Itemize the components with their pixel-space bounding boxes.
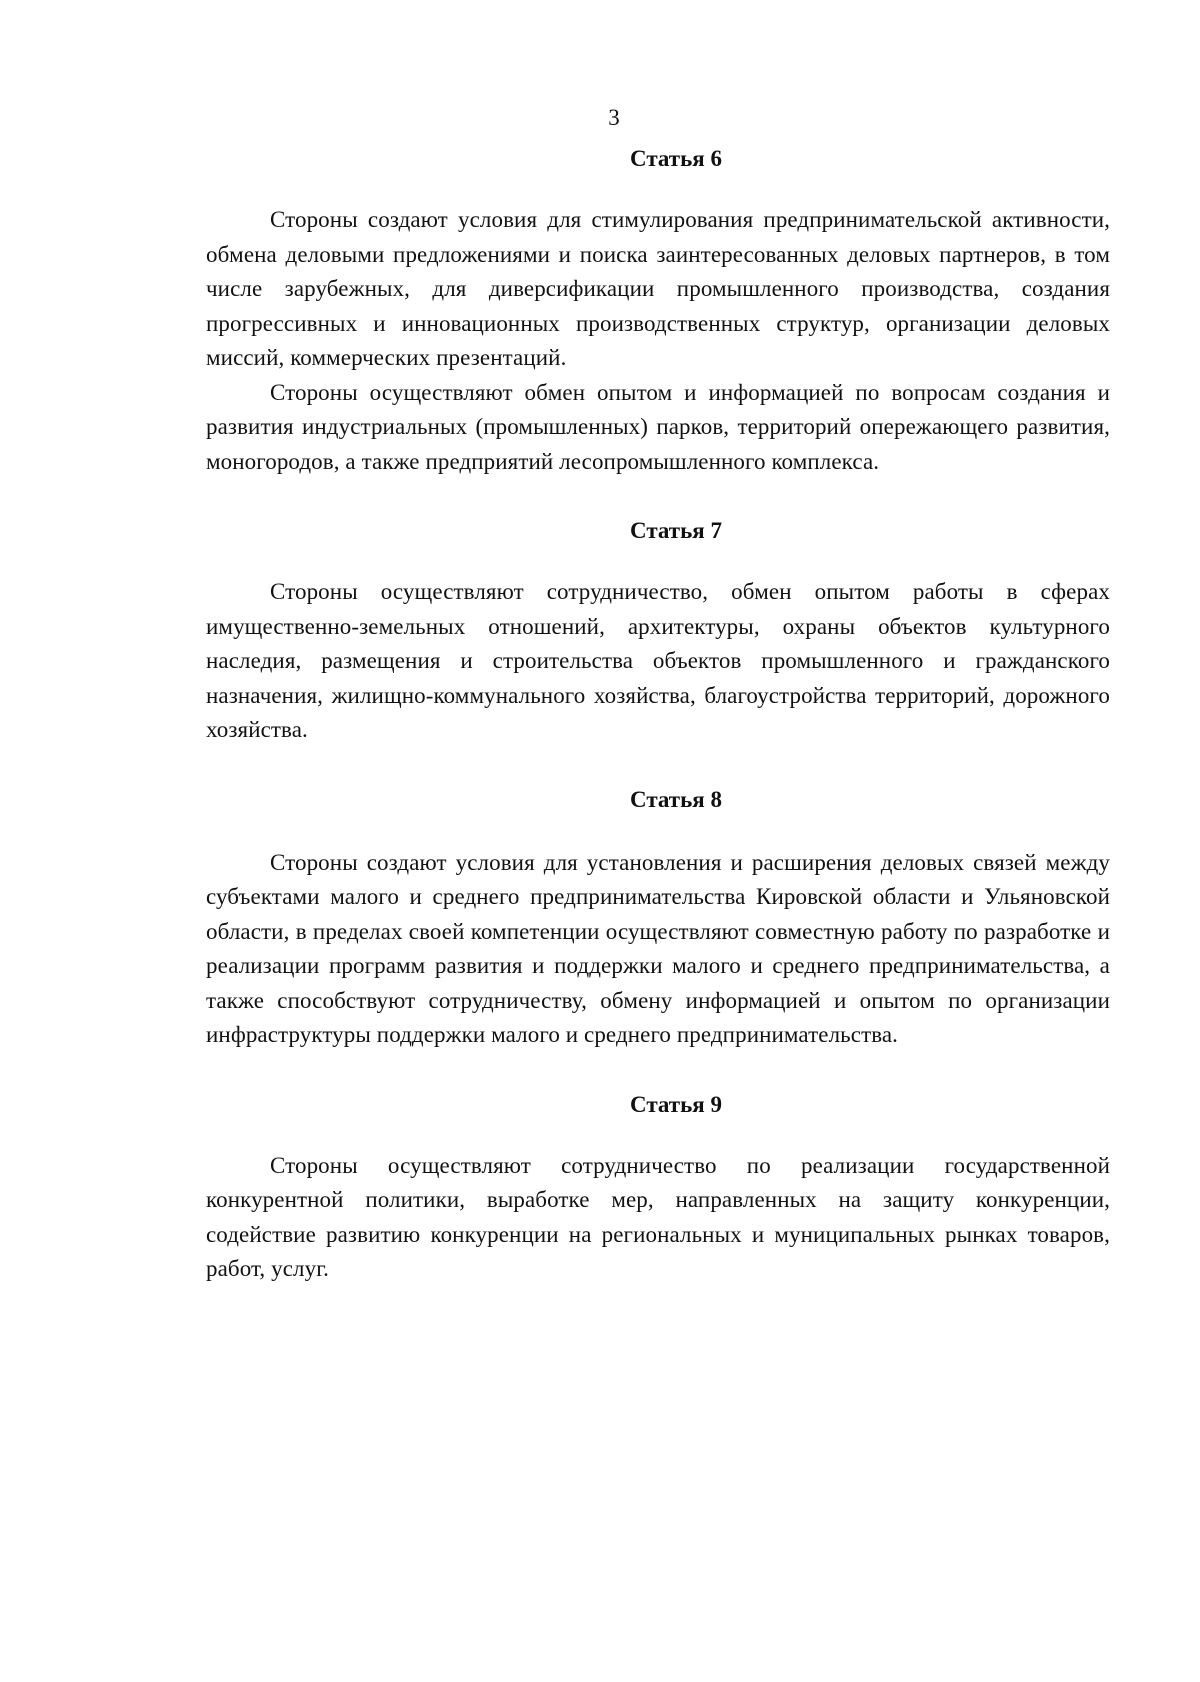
article-heading: Статья 8 xyxy=(630,786,722,812)
article-heading: Статья 7 xyxy=(630,518,722,543)
article-8 xyxy=(206,786,1110,1053)
article-heading: Статья 9 xyxy=(630,1091,722,1117)
article-paragraph: Стороны осуществляют обмен опытом и информацией по вопросам создания и развития индустриальных (промышленных) парков, территорий опережающего развития, моногородов, а также предприятий лесопромышленного комплекса. xyxy=(206,379,1110,474)
page-number: 3 xyxy=(608,105,620,130)
article-paragraph: Стороны осуществляют сотрудничество по реализации государственной конкурентной политики, выработке мер, направленных на защиту конкуренции, содействие развитию конкуренции на региональных и муниципальных рынках товаров, работ, услуг. xyxy=(206,1152,1110,1281)
article-7 xyxy=(206,517,1110,748)
article-9 xyxy=(206,1091,1110,1287)
document-body xyxy=(206,145,1110,1287)
article-paragraph: Стороны создают условия для стимулирования предпринимательской активности, обмена деловыми предложениями и поиска заинтересованных деловых партнеров, в том числе зарубежных, для диверсификации промышленного производства, создания прогрессивных и инновационных производственных структур, организации деловых миссий, коммерческих презентаций. xyxy=(206,207,1110,370)
article-6 xyxy=(206,145,1110,479)
article-paragraph: Стороны осуществляют сотрудничество, обмен опытом работы в сферах имущественно-земельных отношений, архитектуры, охраны объектов культурного наследия, размещения и строительства объектов промышленного и гражданского назначения, жилищно-коммунального хозяйства, благоустройства территорий, дорожного хозяйства. xyxy=(206,579,1110,742)
article-paragraph: Стороны создают условия для установления и расширения деловых связей между субъектами малого и среднего предпринимательства Кировской области и Ульяновской области, в пределах своей компетенции осуществляют совместную работу по разработке и реализации программ развития и поддержки малого и среднего предпринимательства, а также способствуют сотрудничеству, обмену информацией и опытом по организации инфраструктуры поддержки малого и среднего предпринимательства. xyxy=(206,849,1110,1047)
article-heading: Статья 6 xyxy=(630,146,722,171)
